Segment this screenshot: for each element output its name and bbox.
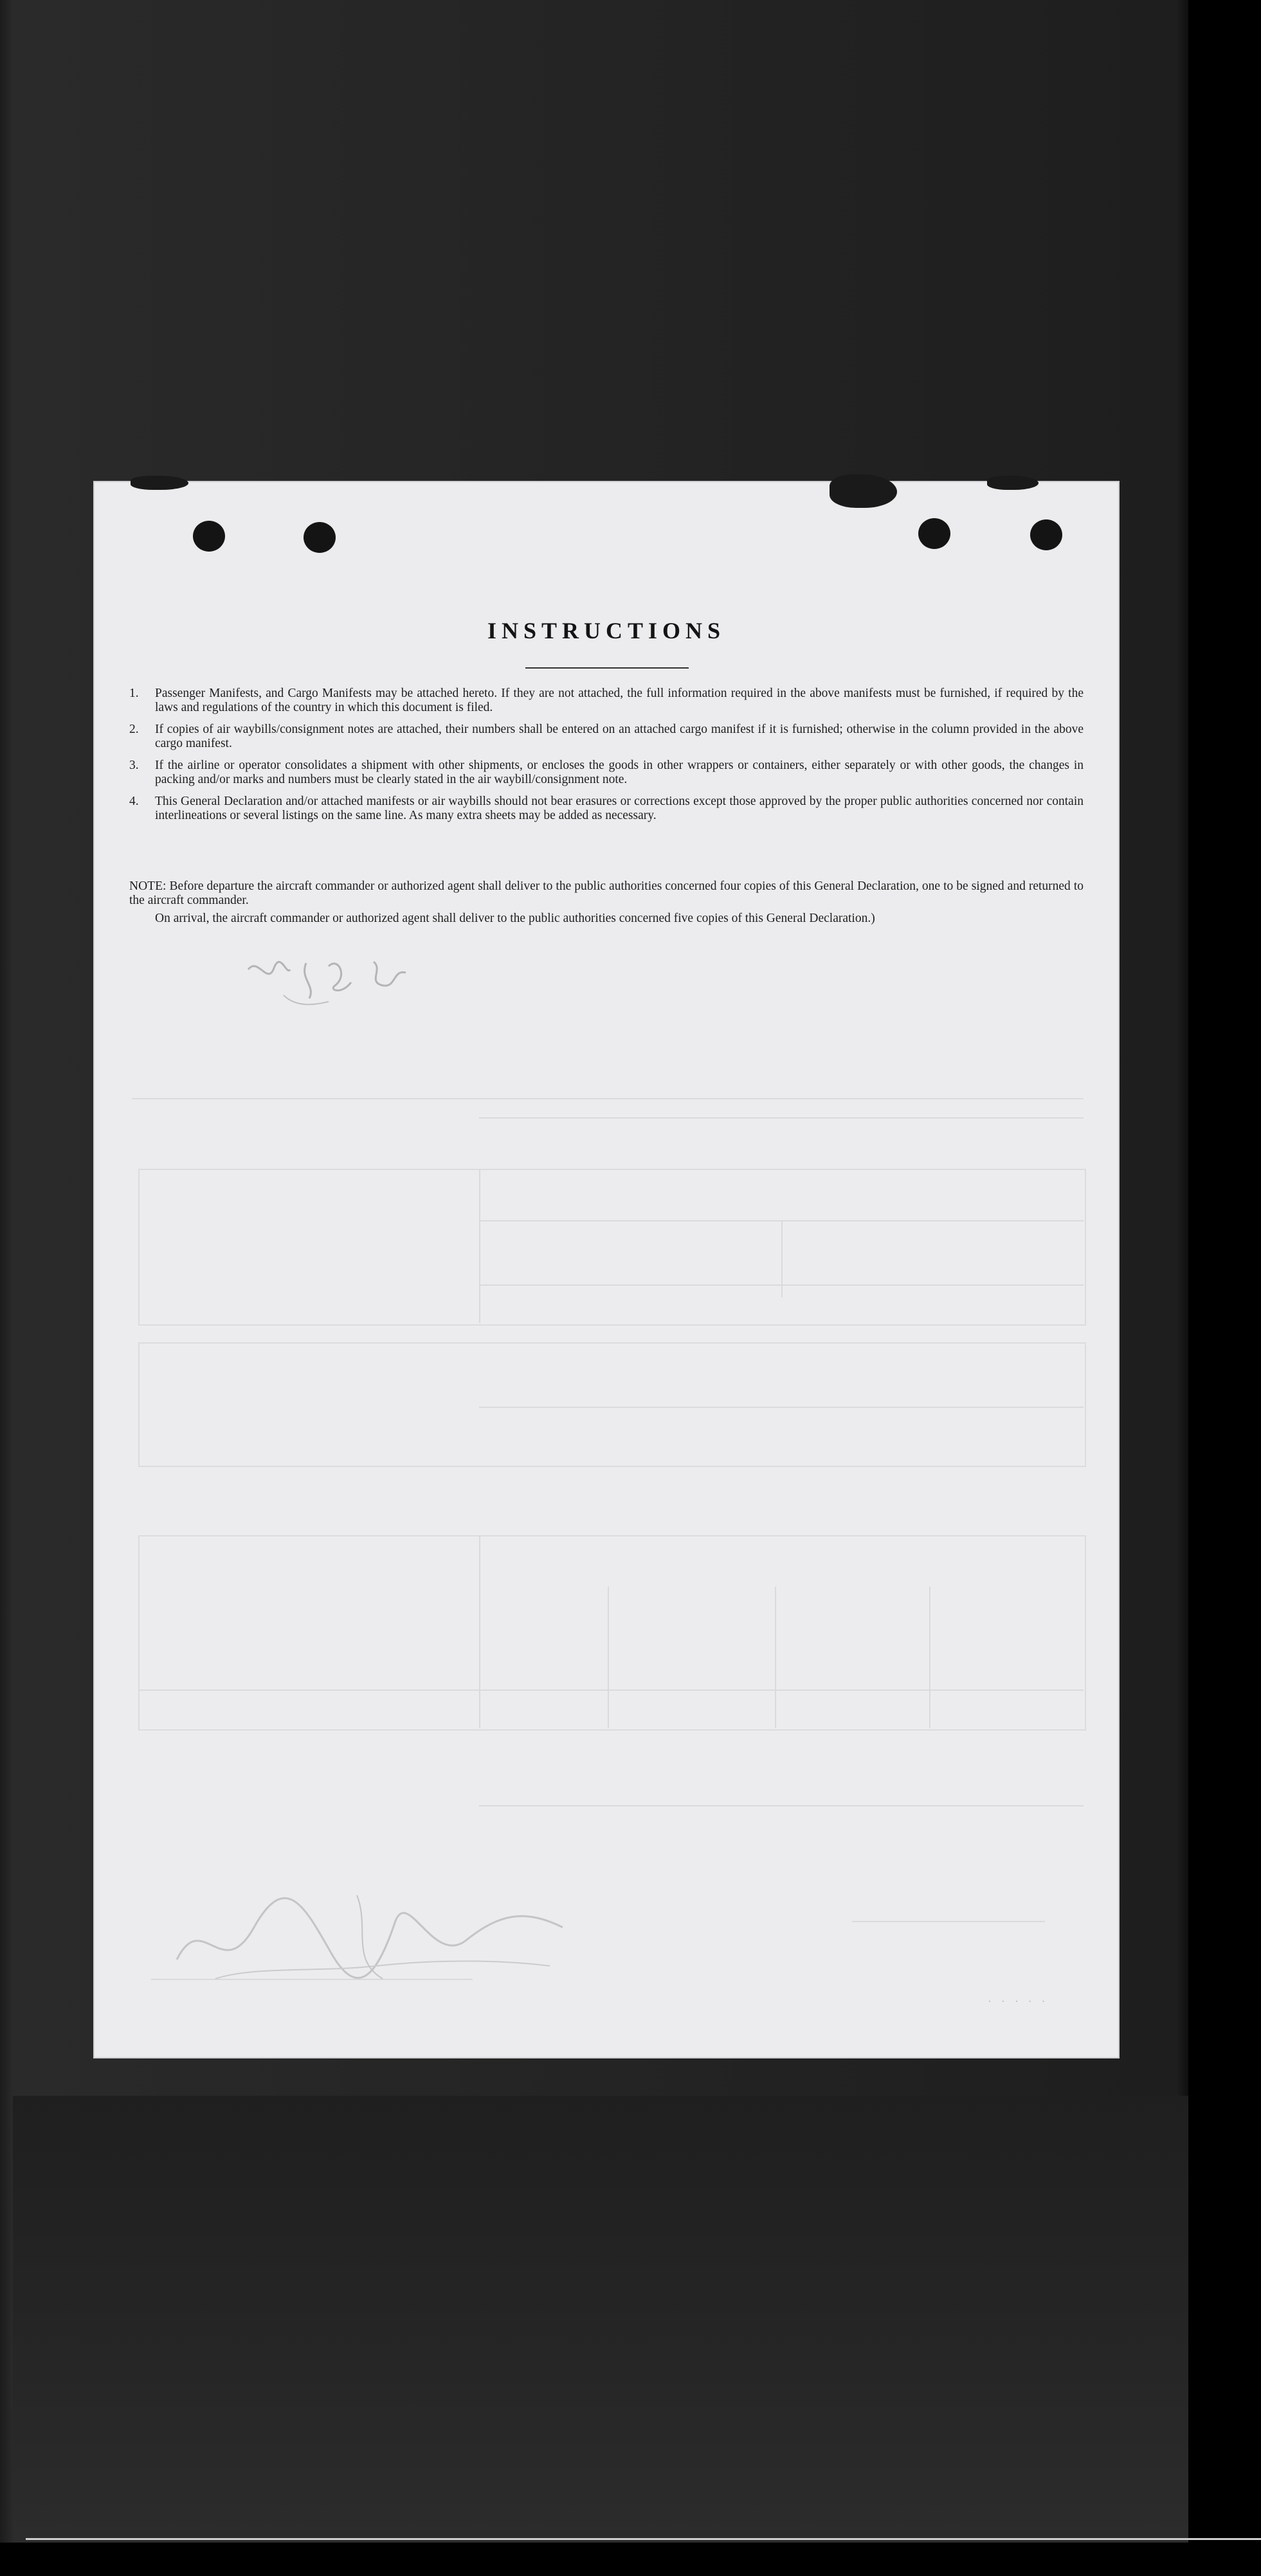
torn-edge-center — [830, 474, 897, 508]
show-through-divider — [929, 1587, 930, 1728]
scanner-right-edge — [1188, 0, 1261, 2543]
show-through-rule — [479, 1805, 1084, 1806]
note-arrival-text: On arrival, the aircraft commander or authorized agent shall deliver to the public authorities concerned five copies of this General Declaration.) — [155, 912, 875, 925]
page-title: INSTRUCTIONS — [487, 618, 726, 644]
instruction-number: 1. — [129, 687, 139, 700]
punch-hole-4 — [1030, 519, 1062, 550]
show-through-table — [138, 1169, 1086, 1326]
show-through-table — [138, 1342, 1086, 1467]
show-through-rule — [138, 1689, 1084, 1691]
instruction-number: 3. — [129, 759, 139, 772]
note-departure — [129, 879, 1084, 908]
note-departure-text: Before departure the aircraft commander or authorized agent shall deliver to the public authorities concerned four copies of this General Declaration, one to be signed and returned to the aircraft commander. — [129, 879, 1084, 907]
instruction-text: If the airline or operator consolidates a shipment with other shipments, or encloses the goods in other wrappers or containers, either separately or with other goods, the changes in packing and/or marks and numbers must be clearly stated in the air waybill/consignment note. — [155, 759, 1084, 786]
torn-edge-right — [987, 476, 1039, 490]
show-through-table — [138, 1535, 1086, 1731]
handwritten-mark — [245, 950, 457, 1021]
note-block — [129, 879, 1084, 926]
document-sheet — [93, 481, 1120, 2058]
note-label: NOTE: — [129, 879, 167, 893]
show-through-divider — [608, 1587, 609, 1728]
scanner-bottom-edge — [0, 2543, 1261, 2576]
instruction-item — [129, 795, 1084, 823]
show-through-divider — [479, 1535, 480, 1728]
instructions-list — [129, 687, 1084, 831]
title-underline — [525, 667, 689, 669]
scanner-lower-panel — [13, 2096, 1261, 2546]
show-through-divider — [775, 1587, 776, 1728]
instruction-item — [129, 687, 1084, 715]
instruction-text: Passenger Manifests, and Cargo Manifests may be attached hereto. If they are not attached, the full information required in the above manifests must be furnished, if required by the laws and regulations of the country in which this document is filed. — [155, 687, 1084, 714]
show-through-rule — [479, 1117, 1084, 1119]
punch-hole-1 — [193, 521, 225, 552]
instruction-number: 2. — [129, 723, 139, 736]
instruction-item — [129, 759, 1084, 787]
show-through-divider — [781, 1220, 783, 1297]
instruction-text: This General Declaration and/or attached manifests or air waybills should not bear erasures or corrections except those approved by the proper public authorities concerned nor contain interlineations or several listings on the same line. As many extra sheets may be added as necessary. — [155, 795, 1084, 822]
show-through-rule — [852, 1921, 1045, 1922]
signature-mark — [164, 1869, 614, 1998]
show-through-rule — [132, 1098, 1084, 1099]
form-number-mark: · · · · · — [987, 1997, 1048, 2007]
punch-hole-3 — [918, 518, 950, 549]
instruction-item — [129, 723, 1084, 751]
punch-hole-2 — [304, 522, 336, 553]
scanner-bottom-rule — [26, 2538, 1261, 2540]
torn-corner-left — [131, 476, 188, 490]
instruction-text: If copies of air waybills/consignment notes are attached, their numbers shall be entered on an attached cargo manifest if it is furnished; otherwise in the column provided in the above cargo manifest. — [155, 723, 1084, 750]
instruction-number: 4. — [129, 795, 139, 808]
show-through-rule — [479, 1407, 1084, 1408]
show-through-divider — [479, 1169, 480, 1323]
